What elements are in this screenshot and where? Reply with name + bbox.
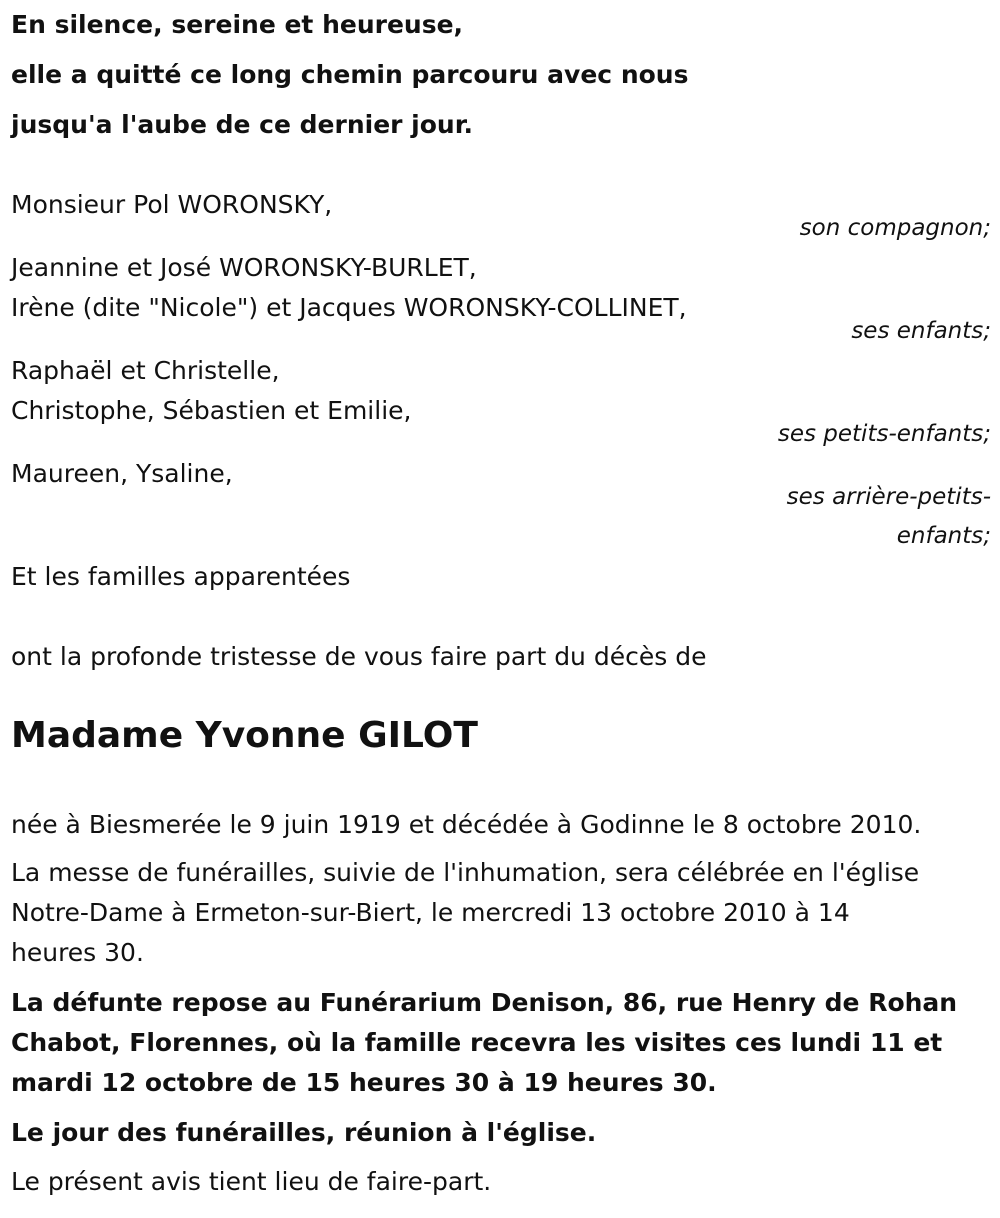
announcement: ont la profonde tristesse de vous faire part du décès de — [11, 642, 707, 671]
children-line-1: Jeannine et José WORONSKY-BURLET, — [11, 253, 477, 282]
funerarium-line-3: mardi 12 octobre de 15 heures 30 à 19 heures 30. — [11, 1068, 717, 1097]
funeral-meeting: Le jour des funérailles, réunion à l'église. — [11, 1118, 597, 1147]
notice-line: Le présent avis tient lieu de faire-part. — [11, 1167, 492, 1196]
intro-line-2: elle a quitté ce long chemin parcouru avec nous — [11, 60, 689, 89]
funerarium-line-2: Chabot, Florennes, où la famille recevra les visites ces lundi 11 et — [11, 1028, 943, 1057]
mass-line-1: La messe de funérailles, suivie de l'inhumation, sera célébrée en l'église — [11, 858, 920, 887]
children-line-2: Irène (dite "Nicole") et Jacques WORONSKY-COLLINET, — [11, 293, 687, 322]
children-role: ses enfants; — [851, 318, 991, 344]
related-families: Et les familles apparentées — [11, 562, 351, 591]
deceased-name: Madame Yvonne GILOT — [11, 715, 478, 756]
mass-line-3: heures 30. — [11, 938, 144, 967]
intro-line-1: En silence, sereine et heureuse, — [11, 10, 464, 39]
grandchildren-line-2: Christophe, Sébastien et Emilie, — [11, 396, 412, 425]
greatgrandchildren-names: Maureen, Ysaline, — [11, 459, 233, 488]
companion-role: son compagnon; — [799, 215, 991, 241]
funerarium-line-1: La défunte repose au Funérarium Denison, 86, rue Henry de Rohan — [11, 988, 958, 1017]
companion-name: Monsieur Pol WORONSKY, — [11, 190, 333, 219]
greatgrandchildren-role-line-1: ses arrière-petits- — [786, 484, 991, 510]
birth-death-line: née à Biesmerée le 9 juin 1919 et décédée à Godinne le 8 octobre 2010. — [11, 810, 922, 839]
grandchildren-role: ses petits-enfants; — [777, 421, 991, 447]
grandchildren-line-1: Raphaël et Christelle, — [11, 356, 280, 385]
mass-line-2: Notre-Dame à Ermeton-sur-Biert, le mercredi 13 octobre 2010 à 14 — [11, 898, 850, 927]
greatgrandchildren-role-line-2: enfants; — [896, 523, 991, 549]
intro-line-3: jusqu'a l'aube de ce dernier jour. — [11, 110, 473, 139]
